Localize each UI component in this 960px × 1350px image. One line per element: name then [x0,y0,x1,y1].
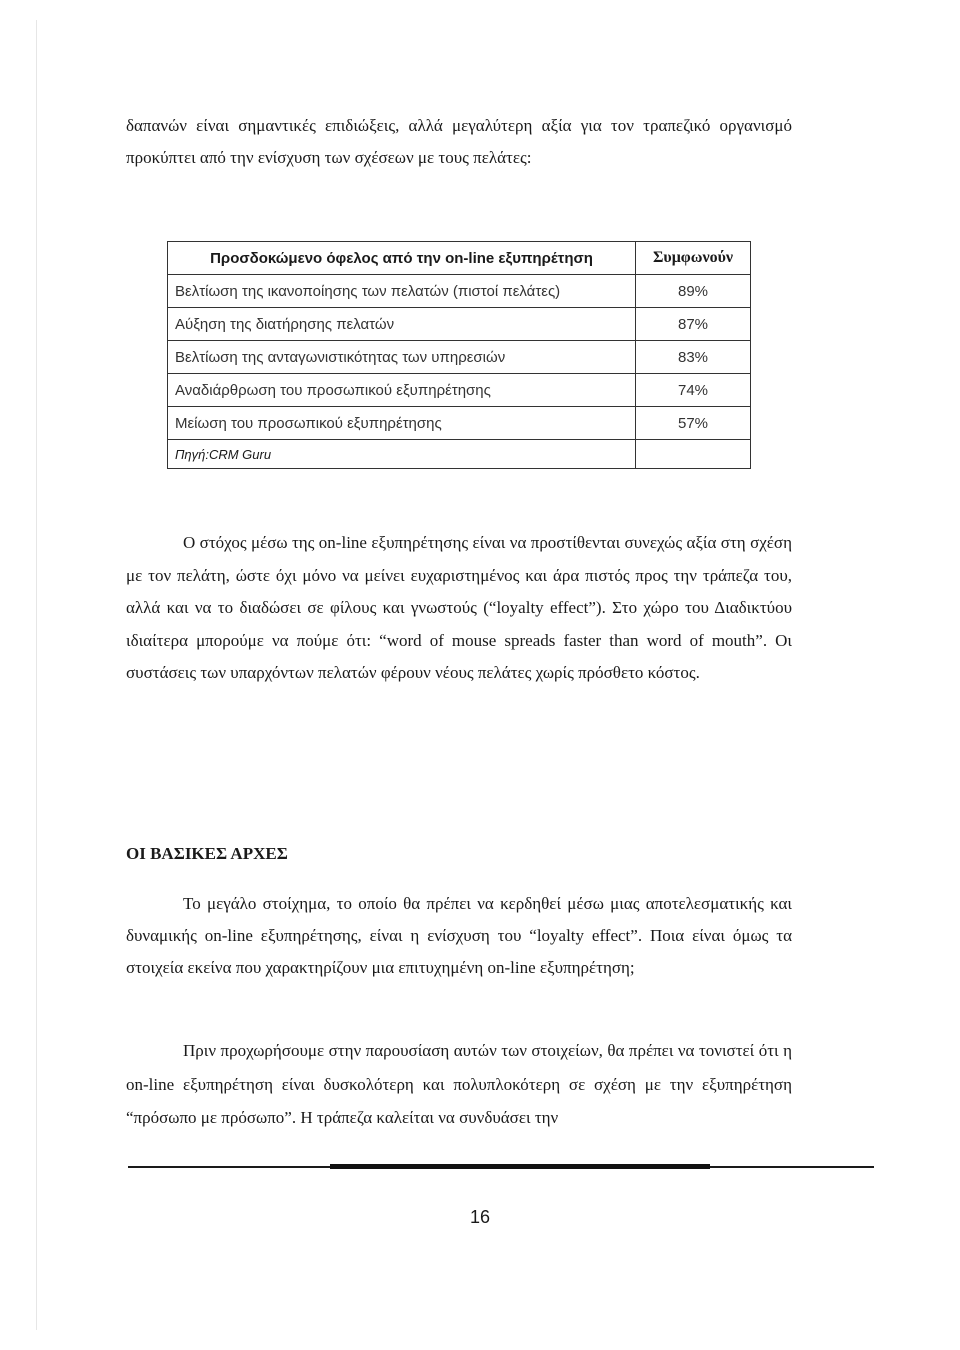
table-row [168,341,751,374]
row-label: Μείωση του προσωπικού εξυπηρέτησης [168,407,636,440]
row-value: 74% [636,374,751,407]
row-label: Αύξηση της διατήρησης πελατών [168,308,636,341]
row-value: 89% [636,275,751,308]
row-label: Βελτίωση της ικανοποίησης των πελατών (πιστοί πελάτες) [168,275,636,308]
table-row [168,308,751,341]
row-value: 87% [636,308,751,341]
benefits-table [167,241,751,469]
table-row [168,275,751,308]
paragraph-loyalty: Ο στόχος μέσω της on-line εξυπηρέτησης είναι να προστίθενται συνεχώς αξία στη σχέση με τον πελάτη, ώστε όχι μόνο να μείνει ευχαριστημένος και άρα πιστός προς την τράπεζα του, αλλά και να το διαδώσει σε φίλους και γνωστούς (“loyalty effect”). Στο χώρο του Διαδικτύου ιδιαίτερα μπορούμε να πούμε ότι: “word of mouse spreads faster than word of mouth”. Οι συστάσεις των υπαρχόντων πελατών φέρουν νέους πελάτες χωρίς πρόσθετο κόστος. [126,533,792,683]
table-row [168,374,751,407]
row-value: 83% [636,341,751,374]
header-benefit: Προσδοκώμενο όφελος από την on-line εξυπηρέτηση [168,242,636,275]
table-row [168,407,751,440]
paragraph-intro: δαπανών είναι σημαντικές επιδιώξεις, αλλά μεγαλύτερη αξία για τον τραπεζικό οργανισμό προκύπτει από την ενίσχυση των σχέσεων με τους πελάτες: [126,116,792,167]
paragraph-before: Πριν προχωρήσουμε στην παρουσίαση αυτών των στοιχείων, θα πρέπει να τονιστεί ότι η on-line εξυπηρέτηση είναι δυσκολότερη και πολυπλοκότερη σε σχέση με την εξυπηρέτηση “πρόσωπο με πρόσωπο”. Η τράπεζα καλείται να συνδυάσει την [126,1041,792,1127]
paragraph-challenge: Το μεγάλο στοίχημα, το οποίο θα πρέπει να κερδηθεί μέσω μιας αποτελεσματικής και δυναμικής on-line εξυπηρέτησης, είναι η ενίσχυση του “loyalty effect”. Ποια είναι όμως τα στοιχεία εκείνα που χαρακτηρίζουν μια επιτυχημένη on-line εξυπηρέτηση; [126,894,792,977]
header-agree: Συμφωνούν [636,242,751,275]
section-heading: ΟΙ ΒΑΣΙΚΕΣ ΑΡΧΕΣ [126,844,288,863]
scan-margin-line [36,20,37,1330]
table-source-empty [636,440,751,469]
table-source-row [168,440,751,469]
page-number: 16 [469,1207,491,1227]
row-label: Βελτίωση της ανταγωνιστικότητας των υπηρεσιών [168,341,636,374]
table-source: Πηγή:CRM Guru [168,440,636,469]
table-header-row [168,242,751,275]
footer-rule-thick [330,1164,710,1169]
row-label: Αναδιάρθρωση του προσωπικού εξυπηρέτησης [168,374,636,407]
row-value: 57% [636,407,751,440]
